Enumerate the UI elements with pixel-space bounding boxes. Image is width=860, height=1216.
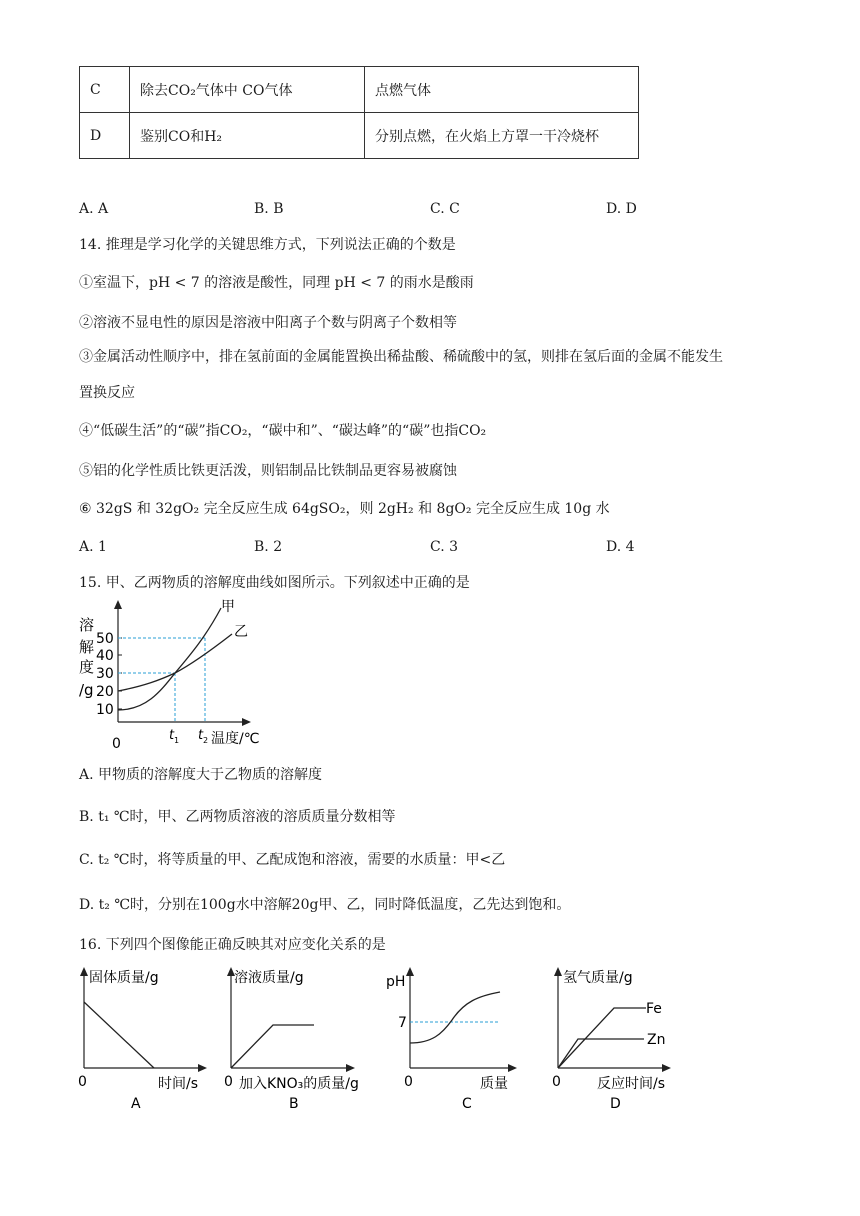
table-cell-item: 鉴别CO和H₂: [130, 113, 365, 159]
graph-b-origin: 0: [224, 1074, 233, 1090]
y-axis-arrow: [114, 600, 122, 609]
graph-d: [548, 962, 678, 1112]
graph-d-ylabel: 氢气质量/g: [563, 970, 633, 986]
x-axis-arrow: [242, 718, 251, 726]
graph-d-xlabel: 反应时间/s: [597, 1076, 666, 1092]
graph-a-ylabel: 固体质量/g: [89, 970, 159, 986]
table-cell-key: C: [80, 67, 130, 113]
q15-option-d[interactable]: D. t₂ ℃时，分别在100g水中溶解20g甲、乙，同时降低温度，乙先达到饱和。: [79, 897, 571, 913]
q13-option-d[interactable]: D. D: [606, 201, 637, 217]
graph-c-curve: [410, 992, 500, 1043]
q16-stem: 16. 下列四个图像能正确反映其对应变化关系的是: [79, 937, 386, 953]
table-cell-method: 点燃气体: [365, 67, 639, 113]
graph-d-series-zn: Zn: [647, 1032, 666, 1048]
graph-c: [384, 962, 524, 1112]
graph-c-ylabel: pH: [386, 974, 406, 990]
graph-c-caption: C: [462, 1096, 472, 1112]
graph-d-series-fe: Fe: [646, 1001, 662, 1017]
graph-a-origin: 0: [78, 1074, 87, 1090]
graph-a-line: [84, 1002, 154, 1068]
ylabel-char-3: 度: [79, 658, 95, 676]
graph-a-xlabel: 时间/s: [158, 1076, 199, 1092]
q14-statement-3b: 置换反应: [79, 385, 135, 401]
q15-option-b[interactable]: B. t₁ ℃时，甲、乙两物质溶液的溶质质量分数相等: [79, 809, 396, 825]
q13-option-b[interactable]: B. B: [254, 201, 284, 217]
q14-option-a[interactable]: A. 1: [79, 539, 107, 555]
series-label-yi: 乙: [234, 624, 248, 640]
ylabel-char-2: 解: [79, 638, 95, 656]
q14-option-d[interactable]: D. 4: [606, 539, 635, 555]
q14-stem: 14. 推理是学习化学的关键思维方式，下列说法正确的个数是: [79, 237, 456, 253]
ytick-10: 10: [96, 702, 114, 718]
ytick-30: 30: [96, 666, 114, 682]
ytick-20: 20: [96, 684, 114, 700]
ylabel-char-1: 溶: [79, 616, 95, 634]
xlabel: 温度/℃: [211, 731, 260, 747]
curve-yi: [118, 634, 232, 691]
q14-statement-4: ④“低碳生活”的“碳”指CO₂，“碳中和”、“碳达峰”的“碳”也指CO₂: [79, 423, 487, 439]
q14-option-c[interactable]: C. 3: [430, 539, 459, 555]
graph-d-origin: 0: [552, 1074, 561, 1090]
graph-a-caption: A: [131, 1096, 141, 1112]
graph-b-ylabel: 溶液质量/g: [234, 970, 304, 986]
tick-t1: t: [169, 728, 175, 743]
solubility-graph: [74, 598, 284, 756]
ytick-40: 40: [96, 648, 114, 664]
origin-label: 0: [112, 736, 121, 752]
graph-c-ytick-7: 7: [398, 1015, 407, 1031]
graph-d-caption: D: [610, 1096, 621, 1112]
graph-c-origin: 0: [404, 1074, 413, 1090]
q14-statement-2: ②溶液不显电性的原因是溶液中阳离子个数与阴离子个数相等: [79, 315, 457, 331]
ytick-50: 50: [96, 631, 114, 647]
tick-t2-sub: 2: [203, 736, 209, 745]
graph-b-xlabel: 加入KNO₃的质量/g: [239, 1076, 359, 1092]
q15-option-c[interactable]: C. t₂ ℃时，将等质量的甲、乙配成饱和溶液，需要的水质量：甲<乙: [79, 852, 506, 868]
tick-t1-sub: 1: [174, 736, 180, 745]
series-label-jia: 甲: [221, 599, 235, 615]
graph-b-line: [231, 1025, 314, 1068]
q13-option-c[interactable]: C. C: [430, 201, 460, 217]
graph-d-fe-line: [558, 1008, 646, 1068]
graph-c-xlabel: 质量: [480, 1076, 508, 1092]
q14-statement-6: ⑥ 32gS 和 32gO₂ 完全反应生成 64gSO₂，则 2gH₂ 和 8gO₂ 完全反应生成 10g 水: [79, 501, 610, 517]
curve-jia: [118, 608, 221, 710]
tick-t2: t: [198, 728, 204, 743]
q14-option-b[interactable]: B. 2: [254, 539, 283, 555]
graph-a: [74, 962, 214, 1112]
table-cell-item: 除去CO₂气体中 CO气体: [130, 67, 365, 113]
q15-stem: 15. 甲、乙两物质的溶解度曲线如图所示。下列叙述中正确的是: [79, 575, 470, 591]
table-row: [80, 67, 639, 113]
q13-option-a[interactable]: A. A: [79, 201, 109, 217]
ylabel-char-4: /g: [79, 681, 94, 699]
q14-statement-1: ①室温下，pH < 7 的溶液是酸性，同理 pH < 7 的雨水是酸雨: [79, 275, 474, 291]
graph-b: [222, 962, 377, 1112]
q14-statement-5: ⑤铝的化学性质比铁更活泼，则铝制品比铁制品更容易被腐蚀: [79, 463, 457, 479]
table-cell-method: 分别点燃，在火焰上方罩一干冷烧杯: [365, 113, 639, 159]
table-cell-key: D: [80, 113, 130, 159]
q15-option-a[interactable]: A. 甲物质的溶解度大于乙物质的溶解度: [79, 767, 323, 783]
q14-statement-3a: ③金属活动性顺序中，排在氢前面的金属能置换出稀盐酸、稀硫酸中的氢，则排在氢后面的金属不能发生: [79, 349, 723, 365]
graph-b-caption: B: [289, 1096, 299, 1112]
table-row: [80, 113, 639, 159]
q13-table: [79, 66, 639, 159]
